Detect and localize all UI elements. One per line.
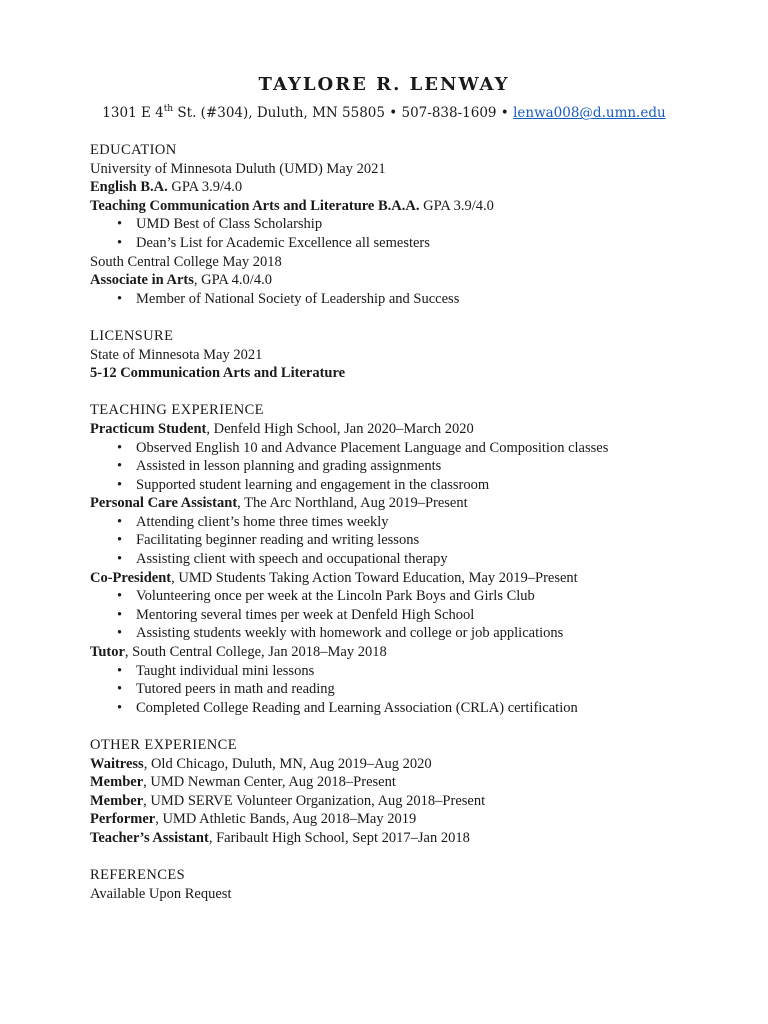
list-item: • Facilitating beginner reading and writing lessons [136, 531, 730, 550]
list-item: • Assisting students weekly with homework and college or job applications [136, 624, 730, 643]
job-title-line: Co-President, UMD Students Taking Action Toward Education, May 2019–Present [90, 569, 578, 586]
job-bullets [90, 439, 730, 495]
education-heading: EDUCATION [90, 142, 177, 158]
licensure-state: State of Minnesota May 2021 [90, 346, 263, 363]
other-item: Member, UMD SERVE Volunteer Organization, Aug 2018–Present [90, 792, 486, 809]
list-item: • Attending client’s home three times weekly [136, 513, 730, 532]
job-bullets [90, 513, 730, 569]
candidate-name: TAYLORE R. LENWAY [258, 74, 510, 95]
teaching-heading: TEACHING EXPERIENCE [90, 402, 264, 419]
job-bullets [90, 587, 730, 643]
other-item: Waitress, Old Chicago, Duluth, MN, Aug 2019–Aug 2020 [90, 755, 432, 772]
address-start: 1301 E 4 [102, 105, 164, 121]
list-item: • Taught individual mini lessons [136, 662, 730, 681]
list-item: • Supported student learning and engagement in the classroom [136, 476, 730, 495]
list-item: • Assisted in lesson planning and grading assignments [136, 457, 730, 476]
list-item: • UMD Best of Class Scholarship [136, 215, 730, 234]
resume-body [90, 141, 730, 903]
other-item: Teacher’s Assistant, Faribault High School, Sept 2017–Jan 2018 [90, 829, 470, 846]
list-item: • Mentoring several times per week at Denfeld High School [136, 606, 730, 625]
address-rest: St. (#304), Duluth, MN 55805 • 507-838-1609 • [173, 105, 514, 121]
references-heading: REFERENCES [90, 867, 186, 884]
references-text: Available Upon Request [90, 885, 232, 902]
other-item: Member, UMD Newman Center, Aug 2018–Present [90, 774, 396, 791]
education-umd-bullets [90, 215, 730, 252]
job-title-line: Practicum Student, Denfeld High School, Jan 2020–March 2020 [90, 420, 474, 437]
email-link[interactable]: lenwa008@d.umn.edu [513, 105, 666, 121]
other-heading: OTHER EXPERIENCE [90, 737, 237, 753]
list-item: • Observed English 10 and Advance Placement Language and Composition classes [136, 439, 730, 458]
list-item: • Completed College Reading and Learning Association (CRLA) certification [136, 699, 730, 718]
education-degree-teaching: Teaching Communication Arts and Literature B.A.A. GPA 3.9/4.0 [90, 197, 494, 214]
education-school-scc: South Central College May 2018 [90, 253, 282, 270]
education-scc-bullets [90, 290, 730, 309]
list-item: • Member of National Society of Leadership and Success [136, 290, 730, 309]
other-item: Performer, UMD Athletic Bands, Aug 2018–May 2019 [90, 811, 417, 828]
licensure-heading: LICENSURE [90, 327, 174, 344]
education-degree-english: English B.A. GPA 3.9/4.0 [90, 179, 243, 196]
list-item: • Tutored peers in math and reading [136, 680, 730, 699]
list-item: • Volunteering once per week at the Lincoln Park Boys and Girls Club [136, 587, 730, 606]
job-title-line: Personal Care Assistant, The Arc Northland, Aug 2019–Present [90, 495, 468, 512]
licensure-area: 5-12 Communication Arts and Literature [90, 365, 346, 382]
job-bullets [90, 662, 730, 718]
list-item: • Dean’s List for Academic Excellence all semesters [136, 234, 730, 253]
address-ordinal: th [163, 104, 174, 114]
job-title-line: Tutor, South Central College, Jan 2018–May 2018 [90, 644, 387, 661]
list-item: • Assisting client with speech and occupational therapy [136, 550, 730, 569]
education-degree-associate: Associate in Arts, GPA 4.0/4.0 [90, 272, 272, 289]
education-school-umd: University of Minnesota Duluth (UMD) May 2021 [90, 160, 386, 177]
contact-line [0, 104, 768, 121]
